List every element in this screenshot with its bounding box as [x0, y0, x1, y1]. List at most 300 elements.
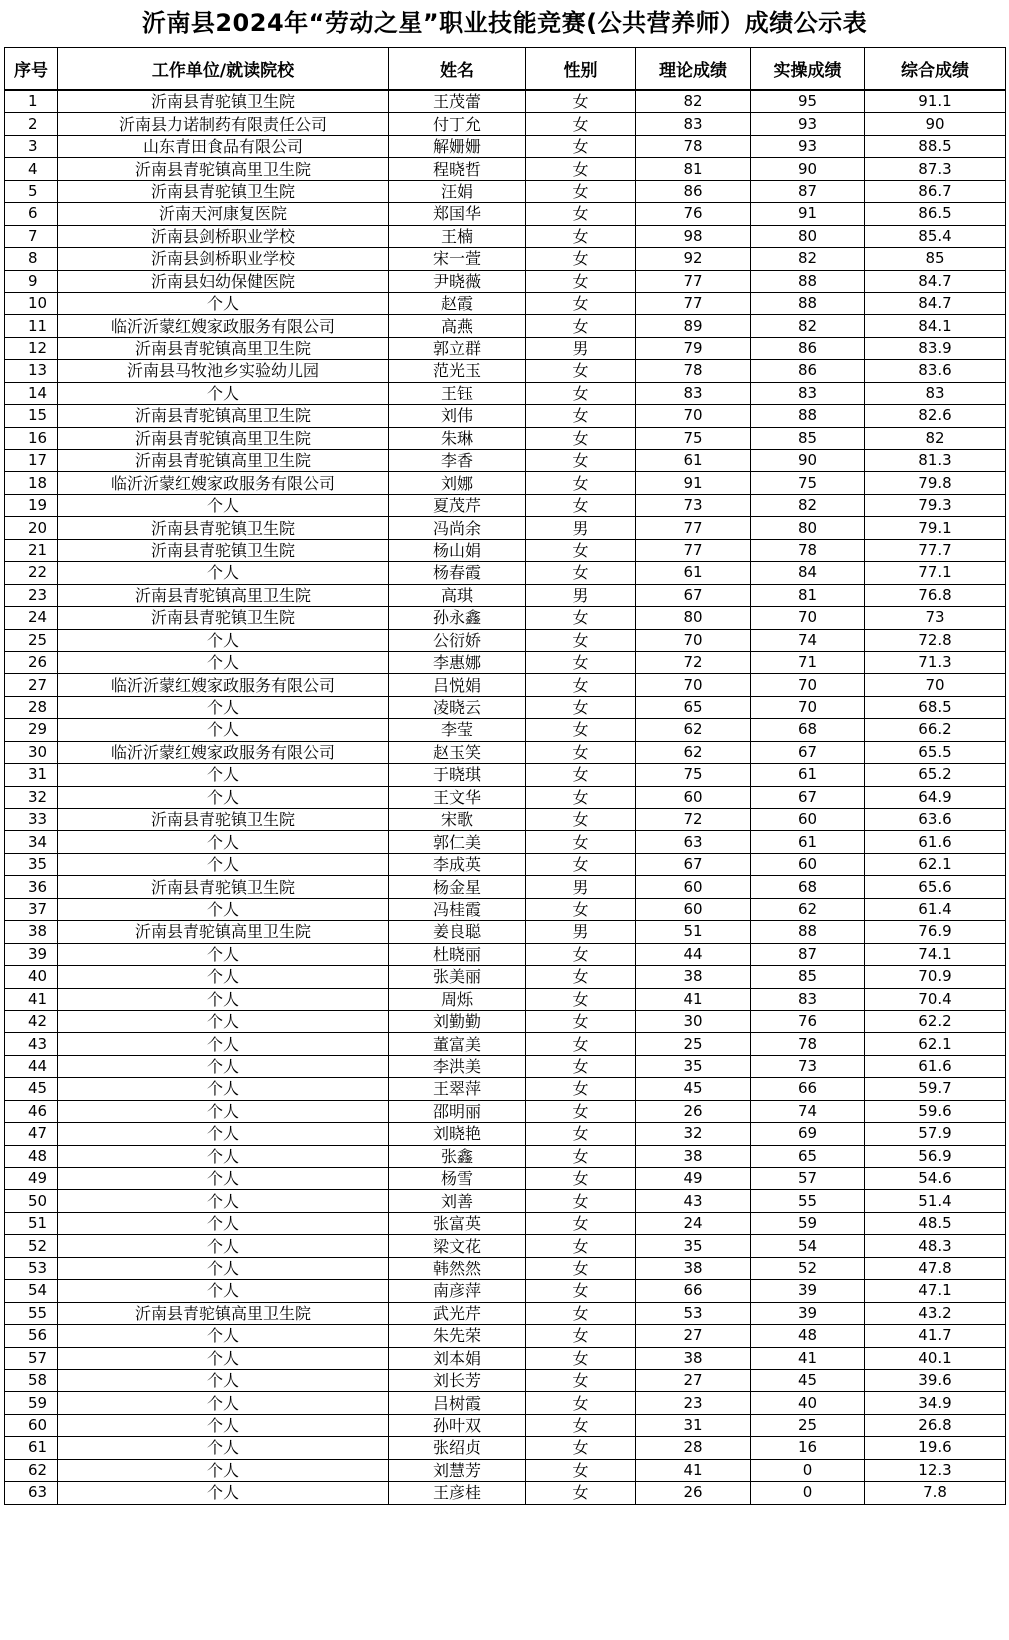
cell-gender: 女	[526, 1280, 636, 1302]
cell-name: 张美丽	[389, 966, 526, 988]
cell-employer: 临沂沂蒙红嫂家政服务有限公司	[58, 741, 389, 763]
cell-index: 39	[5, 943, 58, 965]
cell-employer: 沂南县青驼镇高里卫生院	[58, 1302, 389, 1324]
cell-theory-score: 76	[636, 203, 751, 225]
cell-practical-score: 70	[751, 674, 865, 696]
cell-theory-score: 35	[636, 1055, 751, 1077]
cell-name: 王钰	[389, 382, 526, 404]
cell-employer: 沂南天河康复医院	[58, 203, 389, 225]
cell-total-score: 85.4	[865, 225, 1006, 247]
cell-theory-score: 61	[636, 562, 751, 584]
cell-employer: 个人	[58, 764, 389, 786]
table-row	[5, 1100, 1006, 1122]
cell-employer: 个人	[58, 1325, 389, 1347]
cell-name: 杨山娟	[389, 539, 526, 561]
cell-gender: 女	[526, 809, 636, 831]
cell-employer: 个人	[58, 943, 389, 965]
table-row	[5, 113, 1006, 135]
cell-total-score: 65.6	[865, 876, 1006, 898]
cell-theory-score: 60	[636, 786, 751, 808]
cell-gender: 女	[526, 1369, 636, 1391]
cell-gender: 女	[526, 1235, 636, 1257]
cell-gender: 女	[526, 966, 636, 988]
cell-index: 14	[5, 382, 58, 404]
cell-name: 周烁	[389, 988, 526, 1010]
cell-name: 南彦萍	[389, 1280, 526, 1302]
cell-index: 56	[5, 1325, 58, 1347]
cell-gender: 女	[526, 292, 636, 314]
cell-employer: 沂南县青驼镇卫生院	[58, 809, 389, 831]
cell-name: 赵玉笑	[389, 741, 526, 763]
cell-employer: 沂南县青驼镇卫生院	[58, 90, 389, 113]
table-row	[5, 1010, 1006, 1032]
cell-theory-score: 44	[636, 943, 751, 965]
page-title: 沂南县2024年“劳动之星”职业技能竞赛(公共营养师）成绩公示表	[141, 9, 868, 37]
cell-name: 汪娟	[389, 180, 526, 202]
cell-gender: 女	[526, 382, 636, 404]
cell-name: 杨金星	[389, 876, 526, 898]
cell-name: 郑国华	[389, 203, 526, 225]
table-row	[5, 315, 1006, 337]
cell-name: 刘善	[389, 1190, 526, 1212]
cell-theory-score: 51	[636, 921, 751, 943]
cell-employer: 个人	[58, 1055, 389, 1077]
cell-gender: 女	[526, 113, 636, 135]
cell-employer: 沂南县剑桥职业学校	[58, 225, 389, 247]
cell-gender: 女	[526, 1145, 636, 1167]
cell-practical-score: 88	[751, 405, 865, 427]
table-row	[5, 1392, 1006, 1414]
cell-name: 韩然然	[389, 1257, 526, 1279]
cell-employer: 沂南县青驼镇卫生院	[58, 876, 389, 898]
cell-practical-score: 55	[751, 1190, 865, 1212]
cell-employer: 个人	[58, 1145, 389, 1167]
cell-index: 16	[5, 427, 58, 449]
cell-name: 程晓哲	[389, 158, 526, 180]
cell-total-score: 63.6	[865, 809, 1006, 831]
cell-employer: 个人	[58, 1190, 389, 1212]
cell-employer: 个人	[58, 1459, 389, 1481]
cell-gender: 女	[526, 1392, 636, 1414]
cell-index: 23	[5, 584, 58, 606]
cell-index: 30	[5, 741, 58, 763]
cell-name: 梁文花	[389, 1235, 526, 1257]
table-row	[5, 853, 1006, 875]
table-row	[5, 180, 1006, 202]
cell-practical-score: 93	[751, 135, 865, 157]
cell-name: 高琪	[389, 584, 526, 606]
cell-theory-score: 38	[636, 1257, 751, 1279]
table-row	[5, 450, 1006, 472]
table-row	[5, 898, 1006, 920]
cell-employer: 个人	[58, 382, 389, 404]
cell-total-score: 86.5	[865, 203, 1006, 225]
cell-practical-score: 82	[751, 248, 865, 270]
cell-index: 22	[5, 562, 58, 584]
cell-gender: 男	[526, 337, 636, 359]
cell-theory-score: 65	[636, 696, 751, 718]
cell-name: 李惠娜	[389, 651, 526, 673]
cell-theory-score: 53	[636, 1302, 751, 1324]
cell-employer: 临沂沂蒙红嫂家政服务有限公司	[58, 674, 389, 696]
cell-total-score: 82	[865, 427, 1006, 449]
cell-index: 40	[5, 966, 58, 988]
cell-gender: 女	[526, 607, 636, 629]
cell-practical-score: 78	[751, 539, 865, 561]
cell-name: 刘本娟	[389, 1347, 526, 1369]
cell-practical-score: 65	[751, 1145, 865, 1167]
table-row	[5, 629, 1006, 651]
cell-index: 50	[5, 1190, 58, 1212]
cell-total-score: 79.1	[865, 517, 1006, 539]
cell-employer: 沂南县青驼镇卫生院	[58, 517, 389, 539]
cell-employer: 沂南县青驼镇卫生院	[58, 180, 389, 202]
cell-employer: 个人	[58, 1257, 389, 1279]
table-row	[5, 427, 1006, 449]
cell-gender: 女	[526, 786, 636, 808]
cell-index: 10	[5, 292, 58, 314]
cell-practical-score: 90	[751, 158, 865, 180]
cell-practical-score: 87	[751, 943, 865, 965]
cell-total-score: 72.8	[865, 629, 1006, 651]
table-row	[5, 584, 1006, 606]
cell-total-score: 57.9	[865, 1123, 1006, 1145]
cell-total-score: 12.3	[865, 1459, 1006, 1481]
cell-name: 李成英	[389, 853, 526, 875]
cell-total-score: 66.2	[865, 719, 1006, 741]
cell-name: 高燕	[389, 315, 526, 337]
cell-gender: 女	[526, 1078, 636, 1100]
table-row	[5, 539, 1006, 561]
cell-employer: 个人	[58, 1123, 389, 1145]
cell-name: 刘慧芳	[389, 1459, 526, 1481]
cell-practical-score: 48	[751, 1325, 865, 1347]
table-row	[5, 292, 1006, 314]
cell-total-score: 83.9	[865, 337, 1006, 359]
cell-index: 3	[5, 135, 58, 157]
cell-gender: 女	[526, 1190, 636, 1212]
cell-total-score: 40.1	[865, 1347, 1006, 1369]
cell-index: 2	[5, 113, 58, 135]
cell-theory-score: 25	[636, 1033, 751, 1055]
cell-theory-score: 66	[636, 1280, 751, 1302]
table-row	[5, 1168, 1006, 1190]
col-header-index: 序号	[5, 48, 58, 91]
cell-index: 6	[5, 203, 58, 225]
cell-gender: 女	[526, 1010, 636, 1032]
cell-employer: 个人	[58, 988, 389, 1010]
cell-employer: 个人	[58, 494, 389, 516]
cell-name: 范光玉	[389, 360, 526, 382]
table-row	[5, 337, 1006, 359]
cell-gender: 女	[526, 1414, 636, 1436]
table-row	[5, 1414, 1006, 1436]
cell-gender: 女	[526, 1459, 636, 1481]
col-header-practical-score: 实操成绩	[751, 48, 865, 91]
cell-name: 李洪美	[389, 1055, 526, 1077]
cell-total-score: 47.1	[865, 1280, 1006, 1302]
cell-total-score: 82.6	[865, 405, 1006, 427]
cell-name: 刘晓艳	[389, 1123, 526, 1145]
cell-gender: 女	[526, 943, 636, 965]
cell-gender: 女	[526, 1123, 636, 1145]
cell-employer: 个人	[58, 1033, 389, 1055]
cell-practical-score: 60	[751, 809, 865, 831]
cell-index: 31	[5, 764, 58, 786]
table-row	[5, 1280, 1006, 1302]
cell-gender: 女	[526, 135, 636, 157]
cell-gender: 女	[526, 315, 636, 337]
cell-theory-score: 43	[636, 1190, 751, 1212]
cell-gender: 女	[526, 270, 636, 292]
cell-gender: 女	[526, 629, 636, 651]
table-row	[5, 809, 1006, 831]
cell-employer: 个人	[58, 651, 389, 673]
cell-gender: 女	[526, 1212, 636, 1234]
cell-theory-score: 26	[636, 1100, 751, 1122]
cell-index: 58	[5, 1369, 58, 1391]
cell-gender: 女	[526, 831, 636, 853]
cell-total-score: 76.8	[865, 584, 1006, 606]
cell-name: 朱琳	[389, 427, 526, 449]
cell-index: 34	[5, 831, 58, 853]
cell-name: 宋歌	[389, 809, 526, 831]
table-row	[5, 1459, 1006, 1481]
cell-practical-score: 59	[751, 1212, 865, 1234]
cell-gender: 女	[526, 741, 636, 763]
cell-name: 刘伟	[389, 405, 526, 427]
cell-theory-score: 61	[636, 450, 751, 472]
cell-total-score: 47.8	[865, 1257, 1006, 1279]
col-header-employer: 工作单位/就读院校	[58, 48, 389, 91]
cell-practical-score: 67	[751, 786, 865, 808]
cell-gender: 男	[526, 584, 636, 606]
table-header	[5, 48, 1006, 91]
cell-name: 冯桂霞	[389, 898, 526, 920]
cell-gender: 女	[526, 1100, 636, 1122]
cell-theory-score: 45	[636, 1078, 751, 1100]
cell-theory-score: 27	[636, 1369, 751, 1391]
cell-index: 61	[5, 1437, 58, 1459]
cell-name: 王文华	[389, 786, 526, 808]
cell-practical-score: 88	[751, 270, 865, 292]
cell-index: 46	[5, 1100, 58, 1122]
cell-employer: 沂南县妇幼保健医院	[58, 270, 389, 292]
cell-gender: 女	[526, 674, 636, 696]
cell-name: 郭仁美	[389, 831, 526, 853]
cell-index: 44	[5, 1055, 58, 1077]
cell-name: 郭立群	[389, 337, 526, 359]
cell-index: 52	[5, 1235, 58, 1257]
cell-gender: 女	[526, 225, 636, 247]
cell-total-score: 91.1	[865, 90, 1006, 113]
cell-name: 赵霞	[389, 292, 526, 314]
header-row	[5, 48, 1006, 91]
cell-index: 54	[5, 1280, 58, 1302]
cell-gender: 女	[526, 1055, 636, 1077]
cell-employer: 沂南县青驼镇高里卫生院	[58, 158, 389, 180]
table-row	[5, 494, 1006, 516]
cell-name: 李香	[389, 450, 526, 472]
cell-gender: 女	[526, 1168, 636, 1190]
cell-practical-score: 45	[751, 1369, 865, 1391]
cell-name: 朱先荣	[389, 1325, 526, 1347]
cell-practical-score: 91	[751, 203, 865, 225]
cell-theory-score: 81	[636, 158, 751, 180]
table-row	[5, 1212, 1006, 1234]
cell-total-score: 71.3	[865, 651, 1006, 673]
cell-practical-score: 68	[751, 876, 865, 898]
cell-gender: 男	[526, 517, 636, 539]
table-row	[5, 1123, 1006, 1145]
cell-total-score: 65.2	[865, 764, 1006, 786]
cell-employer: 沂南县青驼镇卫生院	[58, 607, 389, 629]
cell-gender: 女	[526, 494, 636, 516]
table-row	[5, 382, 1006, 404]
cell-index: 8	[5, 248, 58, 270]
cell-theory-score: 49	[636, 1168, 751, 1190]
cell-theory-score: 75	[636, 427, 751, 449]
cell-practical-score: 41	[751, 1347, 865, 1369]
cell-index: 12	[5, 337, 58, 359]
table-row	[5, 696, 1006, 718]
cell-index: 29	[5, 719, 58, 741]
cell-employer: 个人	[58, 1235, 389, 1257]
table-row	[5, 607, 1006, 629]
cell-total-score: 61.6	[865, 831, 1006, 853]
cell-total-score: 26.8	[865, 1414, 1006, 1436]
cell-gender: 女	[526, 427, 636, 449]
cell-name: 张绍贞	[389, 1437, 526, 1459]
table-row	[5, 988, 1006, 1010]
cell-index: 7	[5, 225, 58, 247]
cell-index: 9	[5, 270, 58, 292]
cell-gender: 女	[526, 988, 636, 1010]
cell-gender: 女	[526, 90, 636, 113]
cell-name: 杜晓丽	[389, 943, 526, 965]
cell-gender: 男	[526, 921, 636, 943]
cell-theory-score: 77	[636, 292, 751, 314]
cell-name: 刘长芳	[389, 1369, 526, 1391]
cell-total-score: 54.6	[865, 1168, 1006, 1190]
cell-index: 35	[5, 853, 58, 875]
cell-total-score: 77.1	[865, 562, 1006, 584]
table-row	[5, 674, 1006, 696]
cell-employer: 个人	[58, 1482, 389, 1504]
cell-practical-score: 74	[751, 629, 865, 651]
cell-employer: 个人	[58, 696, 389, 718]
cell-theory-score: 78	[636, 360, 751, 382]
cell-theory-score: 24	[636, 1212, 751, 1234]
cell-total-score: 70	[865, 674, 1006, 696]
col-header-gender: 性别	[526, 48, 636, 91]
cell-total-score: 59.6	[865, 1100, 1006, 1122]
cell-index: 36	[5, 876, 58, 898]
cell-name: 张鑫	[389, 1145, 526, 1167]
cell-theory-score: 60	[636, 876, 751, 898]
cell-practical-score: 74	[751, 1100, 865, 1122]
cell-employer: 个人	[58, 562, 389, 584]
cell-theory-score: 98	[636, 225, 751, 247]
cell-name: 董富美	[389, 1033, 526, 1055]
cell-practical-score: 70	[751, 607, 865, 629]
table-row	[5, 1325, 1006, 1347]
cell-employer: 个人	[58, 1078, 389, 1100]
table-row	[5, 741, 1006, 763]
cell-theory-score: 38	[636, 1347, 751, 1369]
cell-practical-score: 93	[751, 113, 865, 135]
table-row	[5, 158, 1006, 180]
cell-theory-score: 86	[636, 180, 751, 202]
table-row	[5, 831, 1006, 853]
cell-employer: 个人	[58, 1369, 389, 1391]
cell-theory-score: 78	[636, 135, 751, 157]
cell-practical-score: 82	[751, 494, 865, 516]
cell-total-score: 56.9	[865, 1145, 1006, 1167]
cell-theory-score: 38	[636, 966, 751, 988]
cell-name: 王茂蕾	[389, 90, 526, 113]
cell-theory-score: 26	[636, 1482, 751, 1504]
cell-index: 37	[5, 898, 58, 920]
cell-employer: 沂南县青驼镇高里卫生院	[58, 337, 389, 359]
cell-index: 20	[5, 517, 58, 539]
cell-gender: 女	[526, 764, 636, 786]
cell-employer: 沂南县青驼镇高里卫生院	[58, 405, 389, 427]
cell-name: 王翠萍	[389, 1078, 526, 1100]
cell-employer: 沂南县青驼镇高里卫生院	[58, 584, 389, 606]
cell-employer: 个人	[58, 1347, 389, 1369]
table-row	[5, 1235, 1006, 1257]
cell-theory-score: 91	[636, 472, 751, 494]
cell-employer: 沂南县青驼镇卫生院	[58, 539, 389, 561]
cell-practical-score: 85	[751, 427, 865, 449]
cell-gender: 女	[526, 450, 636, 472]
cell-index: 48	[5, 1145, 58, 1167]
cell-employer: 个人	[58, 1100, 389, 1122]
cell-practical-score: 71	[751, 651, 865, 673]
cell-name: 邵明丽	[389, 1100, 526, 1122]
cell-gender: 女	[526, 360, 636, 382]
cell-practical-score: 83	[751, 988, 865, 1010]
cell-theory-score: 63	[636, 831, 751, 853]
cell-practical-score: 75	[751, 472, 865, 494]
cell-total-score: 51.4	[865, 1190, 1006, 1212]
cell-name: 冯尚余	[389, 517, 526, 539]
cell-index: 21	[5, 539, 58, 561]
cell-gender: 男	[526, 876, 636, 898]
cell-index: 27	[5, 674, 58, 696]
cell-theory-score: 70	[636, 674, 751, 696]
cell-practical-score: 86	[751, 337, 865, 359]
cell-name: 解姗姗	[389, 135, 526, 157]
table-row	[5, 225, 1006, 247]
col-header-total-score: 综合成绩	[865, 48, 1006, 91]
table-row	[5, 1055, 1006, 1077]
cell-index: 41	[5, 988, 58, 1010]
cell-practical-score: 86	[751, 360, 865, 382]
cell-index: 26	[5, 651, 58, 673]
cell-theory-score: 83	[636, 382, 751, 404]
cell-total-score: 62.1	[865, 853, 1006, 875]
table-row	[5, 1145, 1006, 1167]
cell-theory-score: 67	[636, 853, 751, 875]
cell-index: 5	[5, 180, 58, 202]
cell-practical-score: 87	[751, 180, 865, 202]
cell-name: 王彦桂	[389, 1482, 526, 1504]
cell-practical-score: 52	[751, 1257, 865, 1279]
cell-practical-score: 70	[751, 696, 865, 718]
cell-employer: 个人	[58, 1280, 389, 1302]
